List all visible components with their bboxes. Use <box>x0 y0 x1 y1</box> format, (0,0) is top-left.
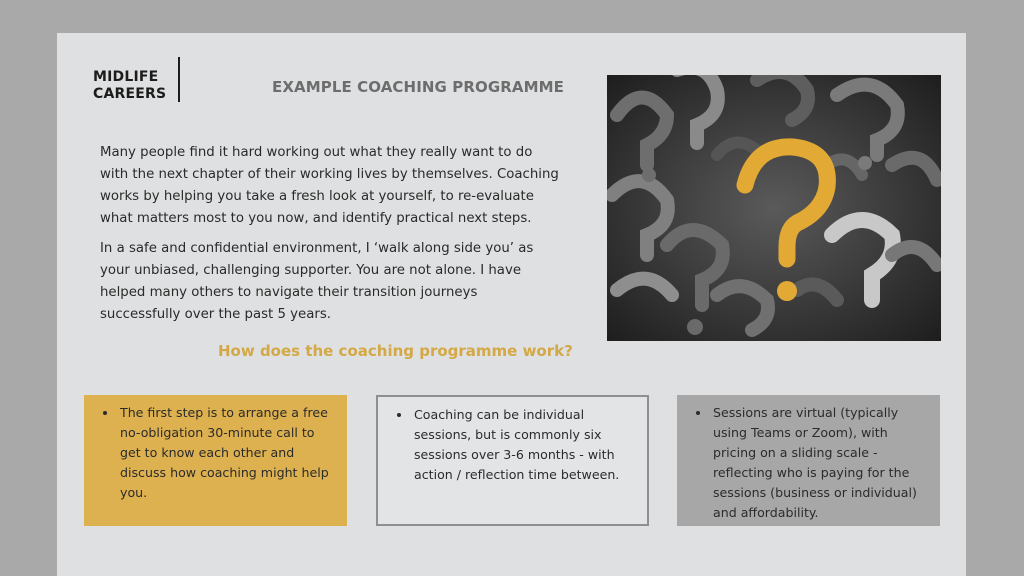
step-item-2: • Coaching can be individual sessions, but is commonly six sessions over 3-6 months - with action / reflection time between. <box>412 405 629 485</box>
page-title: EXAMPLE COACHING PROGRAMME <box>272 78 565 96</box>
question-marks-image <box>607 75 941 341</box>
step-list-3 <box>697 403 922 523</box>
step-box-1 <box>84 395 347 526</box>
slide <box>57 33 966 576</box>
step-list-1 <box>104 403 329 503</box>
step-list-2 <box>398 405 629 485</box>
step-item-1: • The first step is to arrange a free no-obligation 30-minute call to get to know each other and discuss how coaching might help you. <box>118 403 329 503</box>
section-subheading: How does the coaching programme work? <box>218 342 573 360</box>
step-box-3 <box>677 395 940 526</box>
logo-line-1: MIDLIFE <box>93 69 159 85</box>
intro-paragraph-2: In a safe and confidential environment, I ‘walk along side you’ as your unbiased, challenging supporter. You are not alone. I have helped many others to navigate their transition journeys successfully over the past 5 years. <box>100 241 534 322</box>
intro-text <box>100 142 560 334</box>
logo <box>93 69 166 103</box>
logo-line-2: CAREERS <box>93 86 167 102</box>
step-item-3: • Sessions are virtual (typically using Teams or Zoom), with pricing on a sliding scale - reflecting who is paying for the sessions (business or individual) and affordability. <box>711 403 922 523</box>
logo-divider <box>178 57 180 102</box>
intro-paragraph-1: Many people find it hard working out what they really want to do with the next chapter of their working lives by themselves. Coaching works by helping you take a fresh look at yourself, to re-evaluate what matters most to you now, and identify practical next steps. <box>100 145 559 226</box>
step-box-2 <box>376 395 649 526</box>
